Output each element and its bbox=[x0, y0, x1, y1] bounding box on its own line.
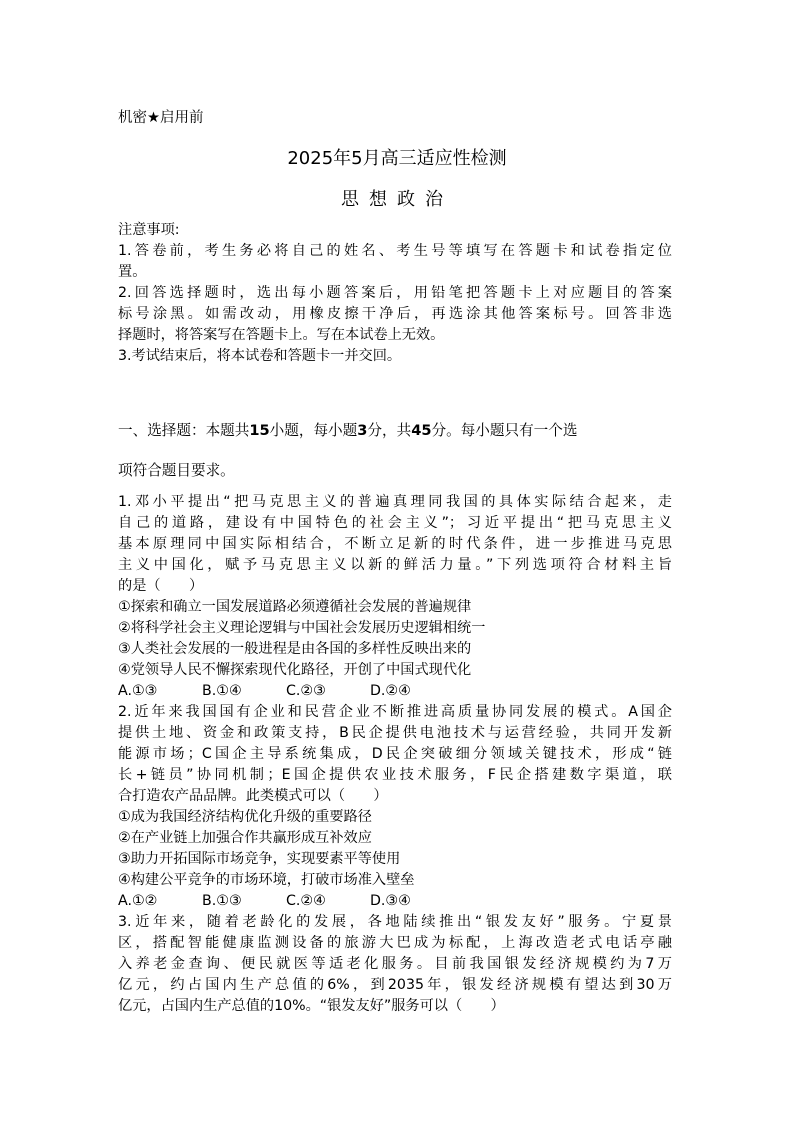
option-b: B.①④ bbox=[202, 683, 242, 699]
notes-line: 标号涂黑。如需改动，用橡皮擦干净后，再选涂其他答案标号。回答非选 bbox=[118, 306, 672, 322]
question-2-text: 长+链员”协同机制；E国企提供农业技术服务，F民企搭建数字渠道，联 bbox=[118, 767, 672, 783]
question-1-statement: ②将科学社会主义理论逻辑与中国社会发展历史逻辑相统一 bbox=[118, 620, 486, 636]
notes-heading: 注意事项: bbox=[118, 222, 180, 238]
notes-line: 1.答卷前，考生务必将自己的姓名、考生号等填写在答题卡和试卷指定位 bbox=[118, 243, 672, 259]
notes-line: 置。 bbox=[118, 264, 147, 280]
option-b: B.①③ bbox=[202, 893, 242, 909]
question-1-text: 自己的道路，建设有中国特色的社会主义”；习近平提出“把马克思主义 bbox=[118, 515, 672, 531]
subject-title: 思想政治 bbox=[341, 189, 453, 210]
total-score: 45 bbox=[411, 422, 432, 439]
exam-title: 2025年5月高三适应性检测 bbox=[287, 148, 507, 169]
question-3-text: 区，搭配智能健康监测设备的旅游大巴成为标配，上海改造老式电话亭融 bbox=[118, 935, 672, 951]
question-2-text: 提供土地、资金和政策支持，B民企提供电池技术与运营经验，共同开发新 bbox=[118, 725, 672, 741]
question-1-statement: ③人类社会发展的一般进程是由各国的多样性反映出来的 bbox=[118, 641, 472, 657]
section-heading: 一、选择题：本题共15小题，每小题3分，共45分。每小题只有一个选 bbox=[118, 422, 578, 439]
section-heading-cont: 项符合题目要求。 bbox=[118, 462, 235, 479]
notes-line: 择题时，将答案写在答题卡上。写在本试卷上无效。 bbox=[118, 327, 445, 343]
question-2-statement: ①成为我国经济结构优化升级的重要路径 bbox=[118, 809, 372, 825]
question-2-statement: ④构建公平竞争的市场环境，打破市场准入壁垒 bbox=[118, 872, 415, 888]
question-1-statement: ①探索和确立一国发展道路必须遵循社会发展的普遍规律 bbox=[118, 599, 472, 615]
score-per-question: 3 bbox=[357, 422, 368, 439]
question-2-statement: ③助力开拓国际市场竞争，实现要素平等使用 bbox=[118, 851, 401, 867]
question-2-text: 能源市场；C国企主导系统集成，D民企突破细分领域关键技术，形成“链 bbox=[118, 746, 672, 762]
question-3-text: 亿元，约占国内生产总值的6%，到2035年，银发经济规模有望达到30万 bbox=[118, 977, 672, 993]
question-1-text: 基本原理同中国实际相结合，不断立足新的时代条件，进一步推进马克思 bbox=[118, 536, 672, 552]
option-c: C.②③ bbox=[286, 683, 326, 699]
question-2-text: 合打造农产品品牌。此类模式可以（ ） bbox=[118, 788, 388, 804]
question-1-text: 的是（ ） bbox=[118, 578, 204, 594]
option-a: A.①③ bbox=[118, 683, 158, 699]
question-1-text: 1.邓小平提出“把马克思主义的普遍真理同我国的具体实际结合起来，走 bbox=[118, 494, 672, 510]
question-1-statement: ④党领导人民不懈探索现代化路径，开创了中国式现代化 bbox=[118, 662, 472, 678]
question-2-text: 2.近年来我国国有企业和民营企业不断推进高质量协同发展的模式。A国企 bbox=[118, 704, 672, 720]
option-d: D.③④ bbox=[370, 893, 411, 909]
notes-line: 2.回答选择题时，选出每小题答案后，用铅笔把答题卡上对应题目的答案 bbox=[118, 285, 672, 301]
option-a: A.①② bbox=[118, 893, 158, 909]
question-3-text: 3.近年来，随着老龄化的发展，各地陆续推出“银发友好”服务。宁夏景 bbox=[118, 914, 672, 930]
question-count: 15 bbox=[249, 422, 270, 439]
question-1-text: 主义中国化，赋予马克思主义以新的鲜活力量。”下列选项符合材料主旨 bbox=[118, 557, 672, 573]
option-d: D.②④ bbox=[370, 683, 411, 699]
question-1-options bbox=[118, 681, 411, 701]
question-2-options bbox=[118, 891, 411, 911]
notes-line: 3.考试结束后，将本试卷和答题卡一并交回。 bbox=[118, 348, 402, 364]
question-2-statement: ②在产业链上加强合作共赢形成互补效应 bbox=[118, 830, 372, 846]
question-3-text: 亿元，占国内生产总值的10%。“银发友好”服务可以（ ） bbox=[118, 998, 505, 1014]
option-c: C.②④ bbox=[286, 893, 326, 909]
question-3-text: 入养老金查询、便民就医等适老化服务。目前我国银发经济规模约为7万 bbox=[118, 956, 672, 972]
confidential-label: 机密★启用前 bbox=[118, 110, 204, 126]
